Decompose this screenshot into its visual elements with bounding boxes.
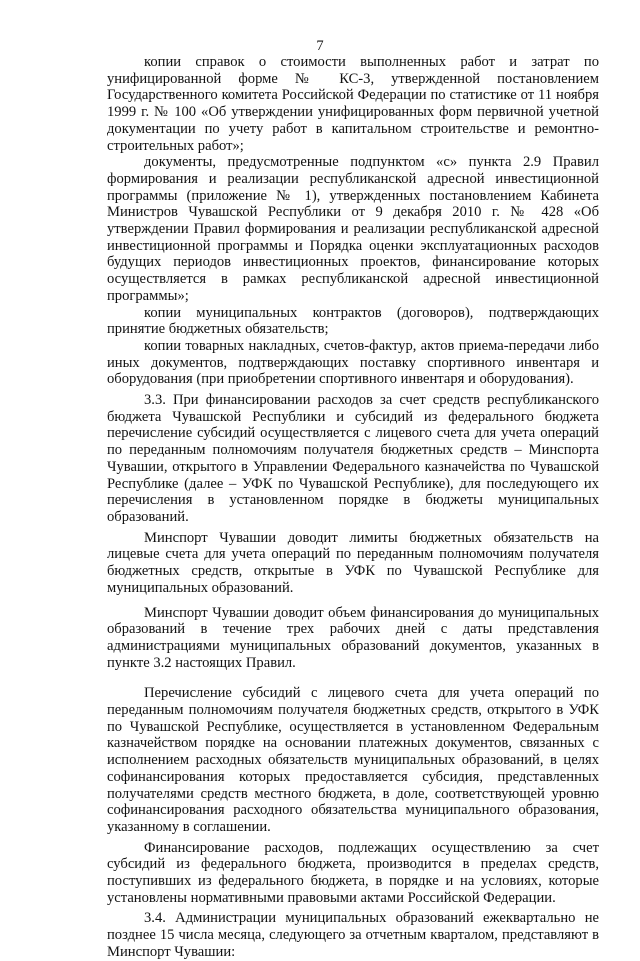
paragraph-municipal-contracts: копии муниципальных контрактов (договоров), подтверждающих принятие бюджетных обязательств; (107, 304, 599, 338)
paragraph-federal-financing: Финансирование расходов, подлежащих осуществлению за счет субсидий из федерального бюджета, производится в пределах средств, поступивших из федерального бюджета, в порядке и на условиях, которые установлены нормативными правовыми актами Российской Федерации. (107, 839, 599, 906)
document-body (107, 54, 599, 961)
paragraph-section-3-3: 3.3. При финансировании расходов за счет средств республиканского бюджета Чувашской Республики и субсидий из федерального бюджета перечисление субсидий осуществляется с лицевого счета для учета операций по переданным полномочиям получателя бюджетных средств – Минспорта Чувашии, открытого в Управлении Федерального казначейства по Чувашской Республике (далее – УФК по Чувашской Республике), для последующего их перечисления в установленном порядке в бюджеты муниципальных образований. (107, 392, 599, 525)
paragraph-program-documents: документы, предусмотренные подпунктом «с» пункта 2.9 Правил формирования и реализации республиканской адресной инвестиционной программы (приложение № 1), утвержденных постановлением Кабинета Министров Чувашской Республики от 9 декабря 2010 г. № 428 «Об утверждении Правил формирования и реализации республиканской адресной инвестиционной программы и Порядка оценки эксплуатационных расходов будущих периодов инвестиционных проектов, финансирование которых осуществляется в рамках республиканской адресной инвестиционной программы»; (107, 154, 599, 304)
paragraph-section-3-4: 3.4. Администрации муниципальных образований ежеквартально не позднее 15 числа месяца, следующего за отчетным кварталом, представляют в Минспорт Чувашии: (107, 910, 599, 960)
paragraph-waybills: копии товарных накладных, счетов-фактур, актов приема-передачи либо иных документов, подтверждающих поставку спортивного инвентаря и оборудования (при приобретении спортивного инвентаря и оборудования). (107, 337, 599, 388)
page-number: 7 (316, 38, 324, 54)
paragraph-financing-volume: Минспорт Чувашии доводит объем финансирования до муниципальных образований в течение трех рабочих дней с даты представления администрациями муниципальных образований документов, указанных в пункте 3.2 настоящих Правил. (107, 604, 599, 671)
paragraph-subsidy-transfer: Перечисление субсидий с лицевого счета для учета операций по переданным полномочиям получателя бюджетных средств, открытого в УФК по Чувашской Республике, осуществляется в установленном Федеральным казначейством порядке на основании платежных документов, связанных с исполнением расходных обязательств муниципальных образований, в целях софинансирования которых предоставляется субсидия, представленных получателями средств местного бюджета, в доле, соответствующей уровню софинансирования расходного обязательства муниципального образования, указанному в соглашении. (107, 685, 599, 835)
paragraph-budget-limits: Минспорт Чувашии доводит лимиты бюджетных обязательств на лицевые счета для учета операций по переданным полномочиям получателя бюджетных средств, открытые в УФК по Чувашской Республике для муниципальных образований. (107, 529, 599, 596)
paragraph-ks3-copies: копии справок о стоимости выполненных работ и затрат по унифицированной форме № КС-3, утвержденной постановлением Государственного комитета Российской Федерации по статистике от 11 ноября 1999 г. № 100 «Об утверждении унифицированных форм первичной учетной документации по учету работ в капитальном строительстве и ремонтно-строительных работ»; (107, 54, 599, 154)
